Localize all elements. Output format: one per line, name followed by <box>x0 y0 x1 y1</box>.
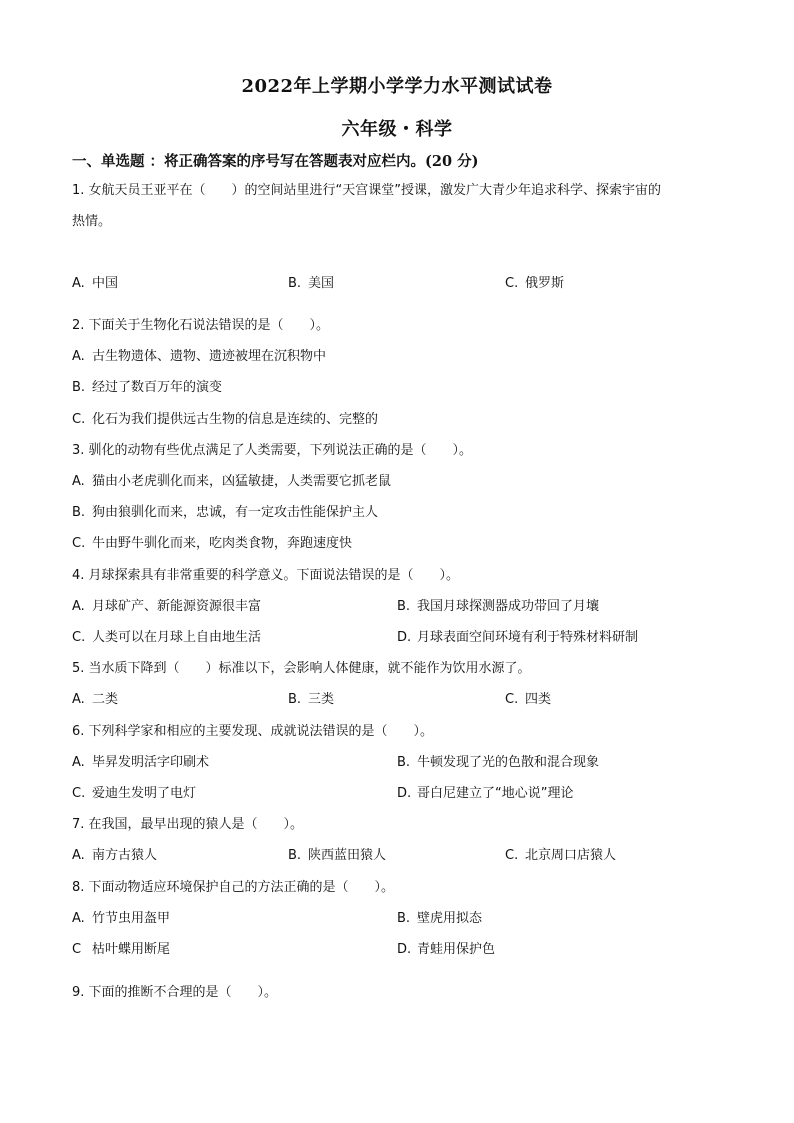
question-3-option-c: C. 牛由野牛驯化而来，吃肉类食物，奔跑速度快 <box>72 536 353 551</box>
question-1-stem-line2: 热情。 <box>72 214 112 229</box>
question-8-option-d: D. 青蛙用保护色 <box>397 942 496 957</box>
question-1-option-b: B. 美国 <box>288 276 335 291</box>
question-4-stem: 4. 月球探索具有非常重要的科学意义。下面说法错误的是（ ）。 <box>72 568 460 583</box>
question-4-option-d: D. 月球表面空间环境有利于特殊材料研制 <box>397 630 639 645</box>
question-3-option-a: A. 猫由小老虎驯化而来，凶猛敏捷，人类需要它抓老鼠 <box>72 474 392 489</box>
question-5-option-a: A. 二类 <box>72 692 119 707</box>
question-2-stem: 2. 下面关于生物化石说法错误的是（ ）。 <box>72 318 330 333</box>
question-4-option-c: C. 人类可以在月球上自由地生活 <box>72 630 262 645</box>
question-3-stem: 3. 驯化的动物有些优点满足了人类需要，下列说法正确的是（ ）。 <box>72 443 473 458</box>
question-4-option-b: B. 我国月球探测器成功带回了月壤 <box>397 599 600 614</box>
question-6-option-d: D. 哥白尼建立了“地心说”理论 <box>397 786 574 801</box>
question-6-option-c: C. 爱迪生发明了电灯 <box>72 786 197 801</box>
question-6-option-a: A. 毕昇发明活字印刷术 <box>72 755 210 770</box>
exam-subtitle: 六年级・科学 <box>341 119 453 140</box>
question-6-stem: 6. 下列科学家和相应的主要发现、成就说法错误的是（ ）。 <box>72 724 434 739</box>
question-1-option-a: A. 中国 <box>72 276 119 291</box>
question-5-stem: 5. 当水质下降到（ ）标准以下，会影响人体健康，就不能作为饮用水源了。 <box>72 661 531 676</box>
question-2-option-b: B. 经过了数百万年的演变 <box>72 380 223 395</box>
question-8-option-c: C 枯叶蝶用断尾 <box>72 942 171 957</box>
question-9-stem: 9. 下面的推断不合理的是（ ）。 <box>72 985 278 1000</box>
question-7-option-b: B. 陕西蓝田猿人 <box>288 848 387 863</box>
question-8-option-b: B. 壁虎用拟态 <box>397 911 483 926</box>
question-7-stem: 7. 在我国，最早出现的猿人是（ ）。 <box>72 817 304 832</box>
question-1-option-c: C. 俄罗斯 <box>505 276 565 291</box>
question-8-stem: 8. 下面动物适应环境保护自己的方法正确的是（ ）。 <box>72 880 395 895</box>
question-1-stem-line1: 1. 女航天员王亚平在（ ）的空间站里进行“天宫课堂”授课，激发广大青少年追求科学、探索宇宙的 <box>72 183 662 198</box>
question-4-option-a: A. 月球矿产、新能源资源很丰富 <box>72 599 262 614</box>
question-8-option-a: A. 竹节虫用盔甲 <box>72 911 171 926</box>
question-2-option-a: A. 古生物遗体、遗物、遗迹被埋在沉积物中 <box>72 349 327 364</box>
question-2-option-c: C. 化石为我们提供远古生物的信息是连续的、完整的 <box>72 412 379 427</box>
question-3-option-b: B. 狗由狼驯化而来，忠诚，有一定攻击性能保护主人 <box>72 505 379 520</box>
question-7-option-a: A. 南方古猿人 <box>72 848 158 863</box>
section-heading: 一、单选题 ：将正确答案的序号写在答题表对应栏内。(20 分) <box>72 153 479 170</box>
question-5-option-b: B. 三类 <box>288 692 335 707</box>
question-6-option-b: B. 牛顿发现了光的色散和混合现象 <box>397 755 600 770</box>
question-7-option-c: C. 北京周口店猿人 <box>505 848 617 863</box>
question-5-option-c: C. 四类 <box>505 692 552 707</box>
exam-title: 2022年上学期小学学力水平测试试卷 <box>241 76 553 97</box>
